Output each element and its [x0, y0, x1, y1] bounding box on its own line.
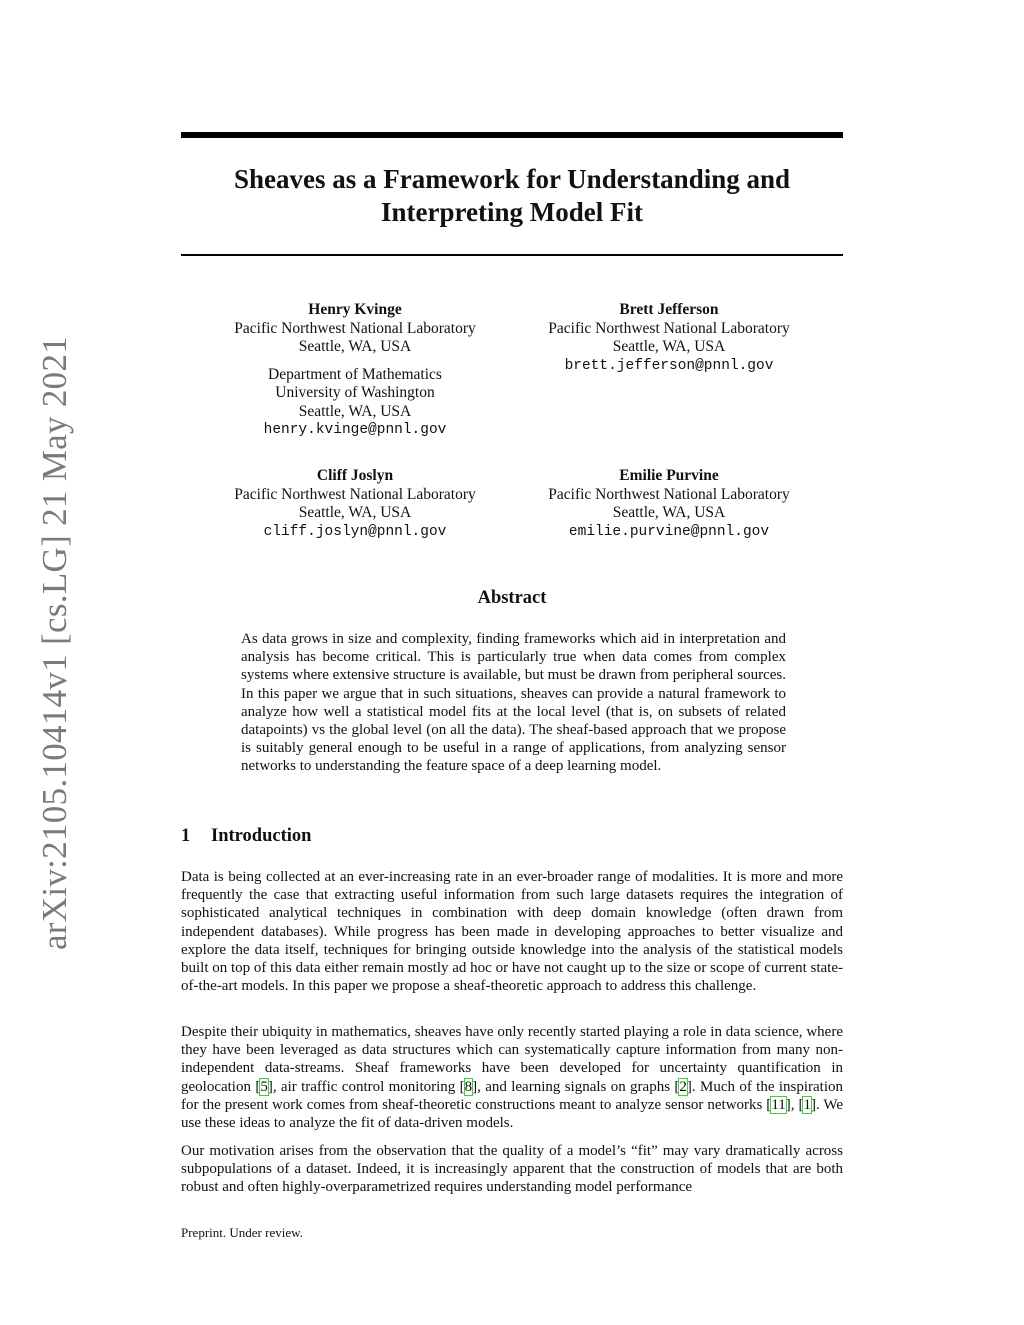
- paragraph-text: ]. We use these ideas to analyze the fit of data-driven models.: [181, 1096, 844, 1132]
- title-bottom-rule: [181, 254, 843, 256]
- intro-paragraph-1: Data is being collected at an ever-increasing rate in an ever-broader range of modalities. It is more and more frequently the case that extracting useful information from such large datasets requires the integration of sophisticated analytical techniques in combination with deep domain knowledge (often drawn from independent databases). While progress has been made in developing approaches to better visualize and explore the data itself, techniques for bringing outside knowledge into the analysis of the statistical models built on top of this data either remain mostly ad hoc or have not caught up to the size or scope of current state-of-the-art models. In this paper we propose a sheaf-theoretic approach to address this challenge.: [181, 869, 843, 995]
- title-top-rule: [181, 132, 843, 138]
- author-email: cliff.joslyn@pnnl.gov: [263, 523, 447, 540]
- citation-link[interactable]: 11: [771, 1096, 786, 1113]
- paper-title: Sheaves as a Framework for Understanding and Interpreting Model Fit: [233, 164, 791, 227]
- paragraph-text: Despite their ubiquity in mathematics, sheaves have only recently started playing a role in data science, where they have been leveraged as data structures which can systematically capture information from many non-independent data-streams. Sheaf frameworks have been developed for uncertainty quantification in geolocation [: [181, 1024, 843, 1095]
- paragraph-text: ], and learning signals on graphs [: [472, 1078, 680, 1095]
- section-number: 1: [181, 826, 191, 846]
- author-email: brett.jefferson@pnnl.gov: [564, 357, 774, 374]
- section-heading: [181, 826, 311, 847]
- citation-link[interactable]: 8: [464, 1078, 473, 1095]
- paragraph-text: ], air traffic control monitoring [: [267, 1078, 465, 1095]
- intro-paragraph-3: Our motivation arises from the observation that the quality of a model’s “fit” may vary dramatically across subpopulations of a dataset. Indeed, it is increasingly apparent that the construction of models that are both robust and often highly-overparametrized requires understanding model performance: [181, 1143, 843, 1196]
- author-affiliation-line: Pacific Northwest National Laboratory: [234, 319, 476, 337]
- author-affiliation-line: Pacific Northwest National Laboratory: [234, 485, 476, 503]
- section-title: Introduction: [211, 826, 312, 846]
- footer-note: Preprint. Under review.: [181, 1225, 303, 1240]
- citation-link[interactable]: 2: [679, 1078, 687, 1095]
- abstract-heading: Abstract: [477, 588, 547, 608]
- author-block: [519, 467, 819, 541]
- author-affiliation-line: Seattle, WA, USA: [612, 338, 726, 355]
- author-affiliation-line: Seattle, WA, USA: [298, 504, 412, 521]
- author-block: [205, 467, 505, 541]
- author-block: [519, 301, 819, 375]
- author-affiliation-line: Pacific Northwest National Laboratory: [548, 319, 790, 337]
- author-affiliation-line: Seattle, WA, USA: [612, 504, 726, 521]
- author-email: emilie.purvine@pnnl.gov: [568, 523, 770, 540]
- paragraph-text: ], [: [785, 1096, 804, 1113]
- author-affiliation-line: Seattle, WA, USA: [298, 402, 412, 420]
- author-affiliation-line: Seattle, WA, USA: [298, 338, 412, 355]
- citation-link[interactable]: 1: [803, 1096, 811, 1113]
- author-affiliation-line: University of Washington: [275, 384, 435, 401]
- author-email: henry.kvinge@pnnl.gov: [263, 422, 447, 438]
- author-name: Cliff Joslyn: [316, 467, 394, 484]
- author-affiliation-line: Department of Mathematics: [268, 365, 442, 383]
- author-name: Emilie Purvine: [619, 467, 719, 484]
- arxiv-id-text: arXiv:2105.10414v1 [cs.LG] 21 May 2021: [35, 335, 74, 951]
- paragraph-text: ]. Much of the inspiration for the present work comes from sheaf-theoretic constructions meant to analyze sensor networks [: [181, 1078, 843, 1113]
- author-name: Brett Jefferson: [619, 301, 719, 318]
- author-name: Henry Kvinge: [308, 301, 402, 318]
- citation-link[interactable]: 5: [260, 1078, 268, 1095]
- arxiv-identifier-stamp: [30, 335, 80, 951]
- abstract-text: As data grows in size and complexity, finding frameworks which aid in interpretation and analysis has become critical. This is particularly true when data comes from complex systems where extensive structure is available, but must be drawn from peripheral sources. In this paper we argue that in such situations, sheaves can provide a natural framework to analyze how well a statistical model fits at the local level (that is, on subsets of related datapoints) vs the global level (on all the data). The sheaf-based approach that we propose is suitably general enough to be useful in a range of applications, from analyzing sensor networks to understanding the feature space of a deep learning model.: [241, 631, 786, 775]
- author-block: [205, 301, 505, 440]
- intro-paragraph-2: [181, 1023, 843, 1132]
- author-affiliation-line: Pacific Northwest National Laboratory: [548, 485, 790, 503]
